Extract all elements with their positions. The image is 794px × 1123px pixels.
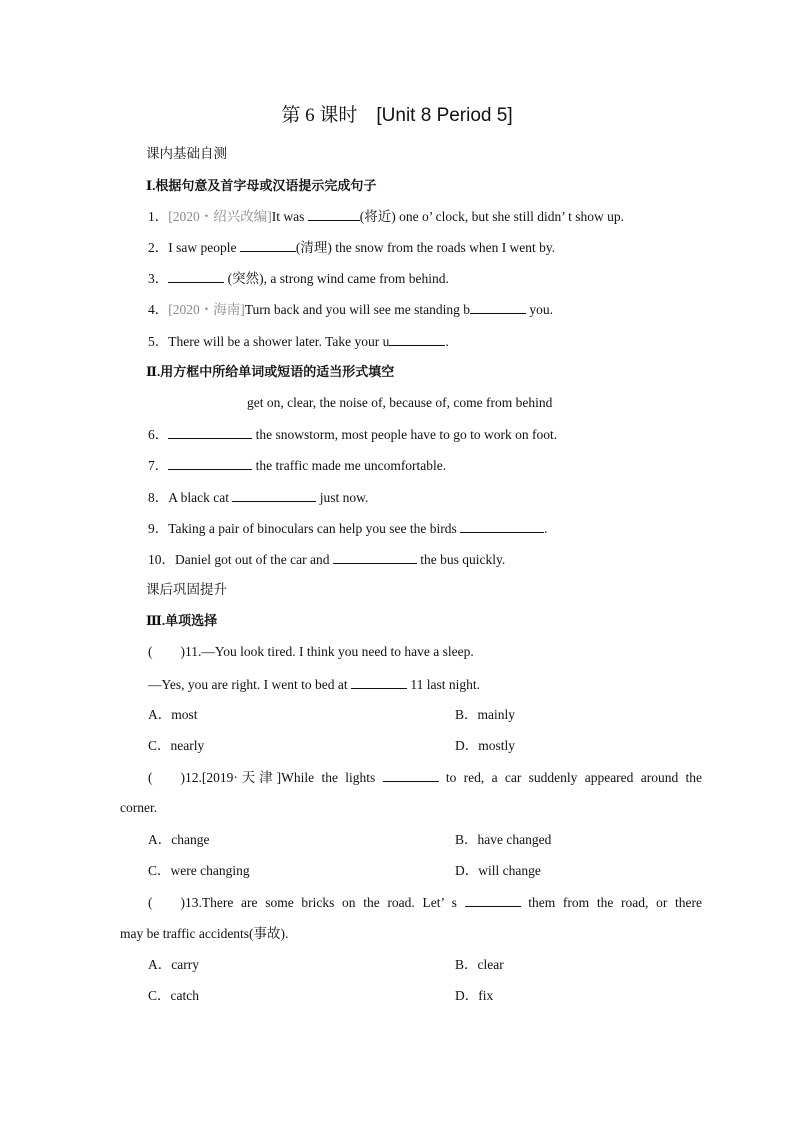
answer-blank[interactable]: [168, 269, 224, 283]
option-12-c[interactable]: C．were changing: [148, 863, 250, 878]
question-6: 6． the snowstorm, most people have to go to work on foot.: [148, 427, 558, 442]
question-4: 4．[2020・海南]Turn back and you will see me standing b you.: [148, 302, 553, 317]
answer-blank[interactable]: [168, 456, 252, 470]
answer-blank[interactable]: [351, 675, 407, 689]
question-9: 9．Taking a pair of binoculars can help you see the birds .: [148, 521, 548, 536]
answer-blank[interactable]: [389, 332, 445, 346]
answer-blank[interactable]: [308, 207, 360, 221]
page-title: [0, 103, 794, 129]
question-1: 1．[2020・绍兴改编]It was (将近) one o’ clock, but she still didn’ t show up.: [148, 209, 624, 224]
option-12-b[interactable]: B．have changed: [455, 832, 552, 847]
question-10: 10．Daniel got out of the car and the bus quickly.: [148, 552, 506, 567]
option-11-c[interactable]: C．nearly: [148, 738, 205, 753]
source-tag: [2020・绍兴改编]: [168, 209, 272, 224]
question-12-continuation: corner.: [120, 800, 158, 815]
answer-blank[interactable]: [465, 893, 521, 907]
answer-blank[interactable]: [240, 238, 296, 252]
option-12-a[interactable]: A．change: [148, 832, 210, 847]
option-11-a[interactable]: A．most: [148, 707, 198, 722]
source-tag: [2020・海南]: [168, 302, 245, 317]
word-box: get on, clear, the noise of, because of, come from behind: [247, 395, 553, 410]
question-7: 7． the traffic made me uncomfortable.: [148, 458, 447, 473]
part2-heading: Ⅱ.用方框中所给单词或短语的适当形式填空: [146, 364, 395, 379]
title-unit: [Unit 8 Period 5]: [376, 105, 513, 126]
option-13-d[interactable]: D．fix: [455, 988, 494, 1003]
answer-blank[interactable]: [168, 425, 252, 439]
option-13-a[interactable]: A．carry: [148, 957, 199, 972]
answer-blank[interactable]: [460, 519, 544, 533]
option-13-b[interactable]: B．clear: [455, 957, 504, 972]
question-8: 8．A black cat just now.: [148, 490, 369, 505]
part3-heading: Ⅲ.单项选择: [146, 613, 218, 628]
option-13-c[interactable]: C．catch: [148, 988, 199, 1003]
answer-blank[interactable]: [232, 488, 316, 502]
question-11-response: —Yes, you are right. I went to bed at 11 last night.: [148, 677, 480, 692]
question-5: 5．There will be a shower later. Take your u .: [148, 334, 449, 349]
option-12-d[interactable]: D．will change: [455, 863, 541, 878]
question-13-continuation: may be traffic accidents(事故).: [120, 926, 289, 941]
answer-blank[interactable]: [383, 768, 439, 782]
question-3: 3． (突然), a strong wind came from behind.: [148, 271, 449, 286]
part1-heading: Ⅰ.根据句意及首字母或汉语提示完成句子: [146, 178, 377, 193]
option-11-d[interactable]: D．mostly: [455, 738, 516, 753]
question-11: ( )11.—You look tired. I think you need to have a sleep.: [148, 644, 474, 659]
title-lesson: 第 6 课时: [281, 105, 358, 126]
answer-blank[interactable]: [470, 300, 526, 314]
question-13: ( )13.There are some bricks on the road. Let’ s them from the road, or there: [148, 895, 702, 910]
section-heading-after-class: 课后巩固提升: [146, 582, 227, 597]
section-heading-in-class: 课内基础自测: [146, 146, 227, 161]
question-2: 2．I saw people (清理) the snow from the roads when I went by.: [148, 240, 556, 255]
option-11-b[interactable]: B．mainly: [455, 707, 515, 722]
question-12: ( )12.[2019·天津]While the lights to red, a car suddenly appeared around the: [148, 770, 703, 785]
answer-blank[interactable]: [333, 550, 417, 564]
source-tag: [2019·天津]: [201, 770, 282, 785]
